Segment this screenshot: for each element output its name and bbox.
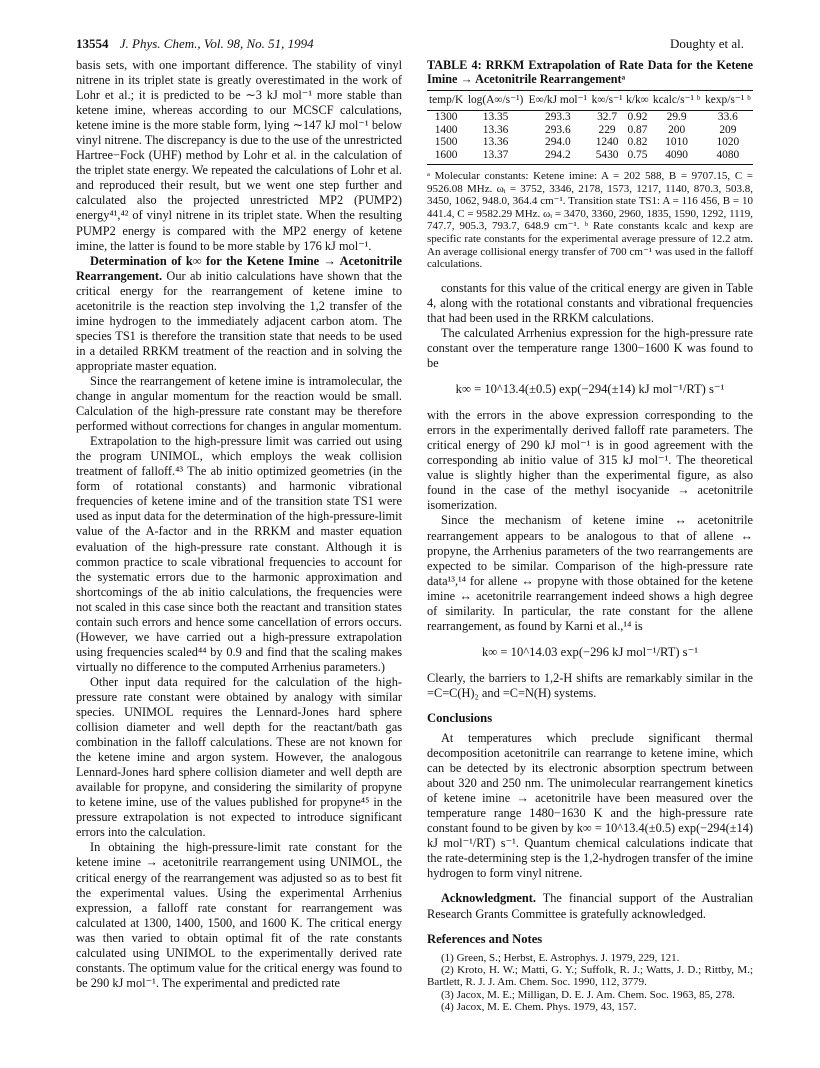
table-cell: 1300: [434, 111, 458, 124]
table-cell: 13.36: [482, 136, 509, 149]
table-cell: 1400: [434, 123, 458, 136]
table-cell: 294.0: [545, 136, 571, 149]
table-cell: 33.6: [717, 111, 738, 124]
table-row: [427, 136, 753, 149]
table-header-cell: E∞/kJ mol⁻¹: [526, 91, 590, 111]
table-cell: 5430: [590, 149, 625, 165]
paragraph: Other input data required for the calculation of the high-pressure rate constant were obtained by analogy with similar species. UNIMOL requires the Lennard-Jones hard sphere collision diameter and well depth for the reactant/bath gas combination in the falloff calculations. These are not known for the ketene imine and argon system. However, the analogous Lennard-Jones hard sphere collision diameter and well depth are available for propyne, and considering the similarity of propyne to ketene imine, use of the values published for propyne⁴⁵ in the pressure extrapolation is not expected to introduce significant errors into the calculation.: [76, 674, 402, 840]
page-number: 13554: [76, 36, 109, 51]
rrkm-table: [427, 90, 753, 165]
table-caption: TABLE 4: RRKM Extrapolation of Rate Data for the Ketene Imine → Acetonitrile Rearrangementᵃ: [427, 58, 753, 86]
ack-text: The financial support of the Australian Research Grants Committee is gratefully acknowledged.: [427, 891, 753, 921]
run-in-heading: Determination of k∞ for the Ketene Imine → Acetonitrile Rearrangement.: [76, 253, 402, 283]
journal-citation: J. Phys. Chem., Vol. 98, No. 51, 1994: [119, 36, 314, 51]
paragraph: In obtaining the high-pressure-limit rate constant for the ketene imine → acetonitrile rearrangement using UNIMOL, the critical energy of the rearrangement was adjusted so as to best fit the experimental values. Using the experimental Arrhenius expression, a falloff rate constant for rearrangement was calculated at 1300, 1400, 1500, and 1600 K. The critical energy was then varied to obtain optimal fit of the rate constants calculated using UNIMOL to the experimentally derived rate constants. The optimum value for the critical energy was found to be 290 kJ mol⁻¹. The experimental and predicted rate: [76, 840, 402, 990]
table-cell: 4080: [703, 149, 753, 165]
paragraph: At temperatures which preclude significant thermal decomposition acetonitrile can rearrange to ketene imine, which can be detected by its electronic absorption spectrum between about 320 and 250 nm. The unimolecular rearrangement kinetics of ketene imine → acetonitrile have been measured over the temperature range 1480−1630 K and the high-pressure rate constant found to be given by k∞ = 10^13.4(±0.5) exp(−294(±14) kJ mol⁻¹/RT) s⁻¹. Quantum chemical calculations indicate that the rate-determining step is the 1,2-hydrogen transfer of the imine hydrogen to form vinyl nitrene.: [427, 731, 753, 881]
table-row: [427, 124, 753, 137]
table-cell: 32.7: [597, 111, 618, 124]
table-cell: 1500: [434, 136, 458, 149]
table-row: [427, 149, 753, 165]
acknowledgment: [427, 891, 753, 921]
reference: (2) Kroto, H. W.; Matti, G. Y.; Suffolk, R. J.; Watts, J. D.; Rittby, M.; Bartlett, R. J. J. Am. Chem. Soc. 1990, 112, 3779.: [427, 963, 753, 989]
table-header-cell: kcalc/s⁻¹ ᵇ: [651, 91, 703, 111]
paragraph: Since the rearrangement of ketene imine is intramolecular, the change in angular momentum for the reaction would be small. Calculation of the high-pressure rate constant may be therefore performed without corrections for changes in angular momentum.: [76, 373, 402, 434]
table-cell: 0.87: [627, 123, 648, 136]
table-header-cell: k∞/s⁻¹: [590, 91, 625, 111]
run-in-heading: Acknowledgment.: [441, 891, 536, 906]
section-title: References and Notes: [427, 931, 543, 946]
paragraph: Clearly, the barriers to 1,2-H shifts are remarkably similar in the =C=C(H)₂ and =C=N(H) systems.: [427, 670, 753, 700]
table-row: [427, 111, 753, 124]
table-cell: 1240: [595, 136, 619, 149]
equation: k∞ = 10^14.03 exp(−296 kJ mol⁻¹/RT) s⁻¹: [481, 644, 699, 659]
table-cell: 294.2: [526, 149, 590, 165]
table-header-cell: temp/K: [427, 91, 465, 111]
table-cell: 29.9: [666, 111, 687, 124]
paragraph: with the errors in the above expression corresponding to the errors in the experimentally derived falloff rate parameters. The critical energy of 290 kJ mol⁻¹ is in good agreement with the corresponding ab initio value of 315 kJ mol⁻¹. The theoretical value is slightly higher than the experimental figure, as also found in the case of the methyl isocyanide → acetonitrile isomerization.: [427, 408, 753, 513]
table-body: [427, 111, 753, 165]
table-cell: 1020: [716, 136, 740, 149]
paragraph-with-heading: [76, 254, 402, 374]
table-cell: 13.36: [482, 123, 509, 136]
table-cell: 200: [668, 123, 686, 136]
table-cell: 0.82: [627, 136, 648, 149]
reference-list: [427, 952, 753, 1013]
paragraph: Extrapolation to the high-pressure limit was carried out using the program UNIMOL, which employs the weak collision treatment of falloff.⁴³ The ab initio optimized geometries (in the form of rotational constants) and harmonic vibrational frequencies of ketene imine and of the transition state TS1 were used as input data for the determination of the high-pressure-limit value of the A-factor and in the RRKM and master equation evaluation of the high-pressure rate constant. Although it is common practice to scale vibrational frequencies to account for the systematic errors due to the harmonic approximation and shortcomings of the ab initio calculations, the frequencies were not scaled in this case since both the reactant and transition states contain such errors and hence some cancellation of errors occurs. (However, we have carried out a high-pressure extrapolation using frequencies scaled⁴⁴ by 0.9 and find that the scaling makes virtually no difference to the computed Arrhenius parameters.): [76, 434, 402, 674]
table-header-cell: log(A∞/s⁻¹): [465, 91, 526, 111]
paragraph: basis sets, with one important difference. The stability of vinyl nitrene in its triplet state is greatly overestimated in the work of Lohr et al.; it is predicted to be ∼3 kJ mol⁻¹ more stable than ketene imine, whereas according to our MCSCF calculations, ketene imine is the more stable form, lying ∼147 kJ mol⁻¹ below vinyl nitrene. The discrepancy is due to the use of the unrestricted Hartree−Fock (UHF) method by Lohr et al. in the calculation of the triplet state energy. We repeated the calculations of Lohr et al. and reproduced their result, but we went one step further and calculated also the projected unrestricted MP2 (PUMP2) energy⁴¹,⁴² of vinyl nitrene in its triplet state. When the resulting PUMP2 energy is compared with the MP2 energy of ketene imine, the latter is found to be more stable by 176 kJ mol⁻¹.: [76, 58, 402, 253]
left-column: [76, 58, 402, 991]
table-cell: 1600: [427, 149, 465, 165]
table-cell: 209: [719, 123, 737, 136]
reference: (1) Green, S.; Herbst, E. Astrophys. J. 1979, 229, 121.: [441, 951, 680, 964]
equation: k∞ = 10^13.4(±0.5) exp(−294(±14) kJ mol⁻¹/RT) s⁻¹: [455, 382, 725, 397]
table-cell: 293.6: [545, 123, 571, 136]
paragraph: Since the mechanism of ketene imine ↔ acetonitrile rearrangement appears to be analogous to that of allene ↔ propyne, the Arrhenius parameters of the two rearrangements are expected to be similar. Comparison of the high-pressure rate data¹³,¹⁴ for allene ↔ propyne with those obtained for the ketene imine ↔ acetonitrile rearrangement indeed shows a high degree of similarity. In particular, the rate constant for the allene rearrangement, as found by Karni et al.,¹⁴ is: [427, 513, 753, 633]
reference: (4) Jacox, M. E. Chem. Phys. 1979, 43, 157.: [441, 1000, 637, 1013]
table-cell: 1010: [665, 136, 688, 149]
table-cell: 229: [598, 123, 616, 136]
table-cell: 293.3: [545, 111, 571, 124]
table-header-row: [427, 91, 753, 111]
paragraph: The calculated Arrhenius expression for the high-pressure rate constant over the temperature range 1300−1600 K was found to be: [427, 325, 753, 371]
table-header-cell: kexp/s⁻¹ ᵇ: [703, 91, 753, 111]
table-cell: 13.37: [465, 149, 526, 165]
table-footnote: ᵃ Molecular constants: Ketene imine: A = 202 588, B = 9707.15, C = 9526.08 MHz. ωᵢ = 3752, 3346, 2178, 1573, 1217, 1140, 870.3, 503.8, 3450, 1062, 948.0, 364.4 cm⁻¹. Transition state TS1: A = 116 456, B = 10 441.4, C = 9582.29 MHz. ωᵢ = 3470, 3360, 2960, 1835, 1590, 1292, 1119, 747.7, 905.3, 793.7, 648.9 cm⁻¹. ᵇ Rate constants kcalc and kexp are specific rate constants for the experimental average pressure of 12.2 atm. An average collisional energy transfer of 700 cm⁻¹ was used in the falloff calculations.: [427, 170, 753, 271]
paragraph: constants for this value of the critical energy are given in Table 4, along with the rotational constants and vibrational frequencies that had been used in the RRKM calculations.: [427, 280, 753, 325]
table-cell: 0.75: [624, 149, 650, 165]
table-cell: 4090: [651, 149, 703, 165]
table-cell: 0.92: [627, 111, 648, 124]
right-column: [427, 58, 753, 1013]
reference: (3) Jacox, M. E.; Milligan, D. E. J. Am. Chem. Soc. 1963, 85, 278.: [441, 988, 735, 1001]
authors: Doughty et al.: [669, 36, 744, 51]
table-header-cell: k/k∞: [624, 91, 650, 111]
section-title: Conclusions: [427, 710, 493, 725]
running-header: [76, 36, 744, 54]
paragraph-text: Our ab initio calculations have shown that the critical energy for the rearrangement of ketene imine to acetonitrile is the reaction step involving the 1,2 transfer of the imine hydrogen to the immediately adjacent carbon atom. The species TS1 is therefore the transition state that needs to be used in a detailed RRKM treatment of the reaction and in solving the appropriate master equation.: [76, 268, 402, 373]
table-cell: 13.35: [482, 111, 509, 124]
